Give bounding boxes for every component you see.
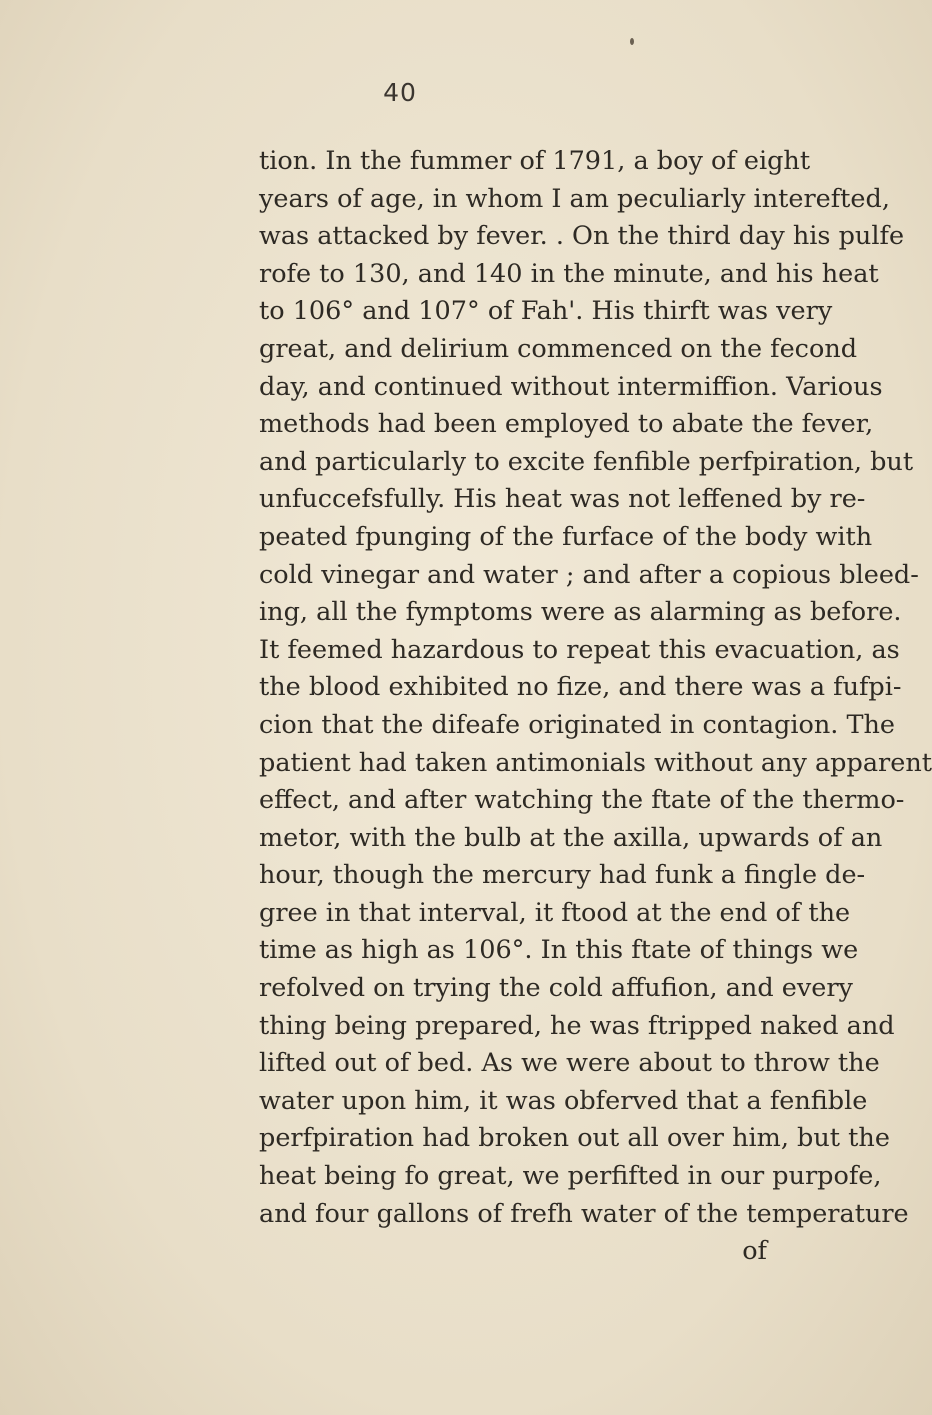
page-number: 40 (383, 78, 417, 107)
text-line: effect, and after watching the ftate of the thermo- (259, 785, 905, 816)
text-line: unfuccefsfully. His heat was not leffened by re- (259, 484, 866, 515)
text-line: thing being prepared, he was ftripped naked and (259, 1010, 895, 1041)
text-line: water upon him, it was obferved that a fenfible (259, 1085, 868, 1116)
text-line: cion that the difeafe originated in contagion. The (259, 709, 896, 740)
text-line: time as high as 106°. In this ftate of things we (259, 935, 859, 966)
text-line: heat being fo great, we perfifted in our purpofe, (259, 1161, 882, 1192)
text-line: lifted out of bed. As we were about to throw the (259, 1048, 880, 1079)
text-line: rofe to 130, and 140 in the minute, and his heat (259, 258, 879, 289)
text-line: ing, all the fymptoms were as alarming as before. (259, 597, 902, 628)
catchword: of (742, 1236, 767, 1267)
text-line: great, and delirium commenced on the fecond (259, 333, 858, 364)
text-line: It feemed hazardous to repeat this evacuation, as (259, 634, 900, 665)
text-line: patient had taken antimonials without any apparent (259, 747, 932, 778)
text-line: and four gallons of frefh water of the temperature (259, 1198, 909, 1229)
text-line: gree in that interval, it ftood at the end of the (259, 897, 851, 928)
text-line: methods had been employed to abate the fever, (259, 409, 874, 440)
text-line: years of age, in whom I am peculiarly interefted, (259, 183, 890, 214)
ink-speck (630, 38, 634, 45)
text-line: hour, though the mercury had funk a fingle de- (259, 860, 866, 891)
body-text (259, 143, 932, 1271)
text-line: was attacked by fever. . On the third day his pulfe (259, 221, 905, 252)
text-line: to 106° and 107° of Fah'. His thirft was very (259, 296, 833, 327)
text-line: and particularly to excite fenfible perfpiration, but (259, 446, 914, 477)
text-line: cold vinegar and water ; and after a copious bleed- (259, 559, 919, 590)
text-line: the blood exhibited no fize, and there was a fufpi- (259, 672, 902, 703)
text-line: peated fpunging of the furface of the body with (259, 521, 873, 552)
text-line: refolved on trying the cold affufion, and every (259, 973, 853, 1004)
text-line: metor, with the bulb at the axilla, upwards of an (259, 822, 883, 853)
text-line: day, and continued without intermiffion. Various (259, 371, 883, 402)
text-line: tion. In the fummer of 1791, a boy of eight (259, 146, 811, 176)
text-line: perfpiration had broken out all over him, but the (259, 1123, 890, 1154)
